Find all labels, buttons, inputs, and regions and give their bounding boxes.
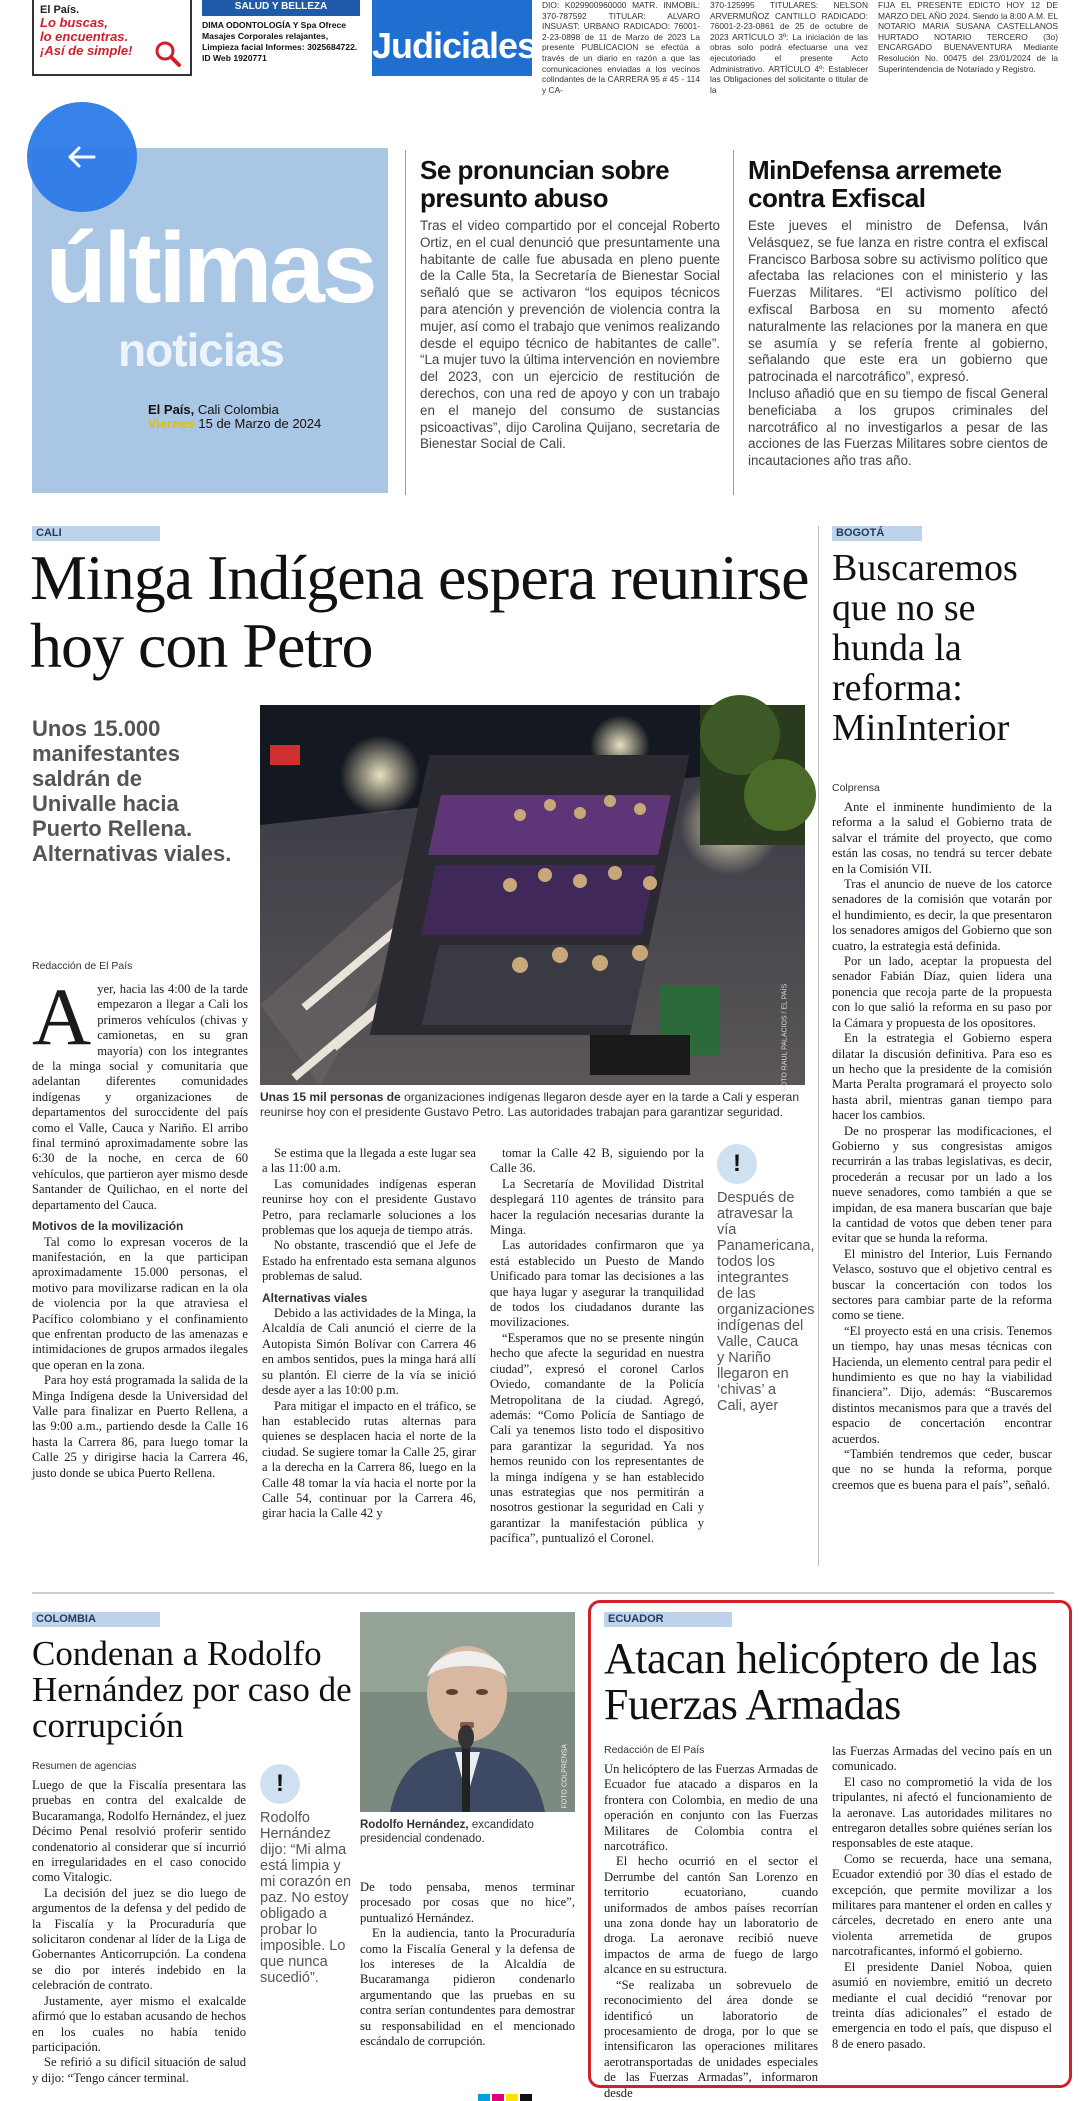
- ecuador-col-1: [604, 1762, 818, 2101]
- judiciales-banner: Judiciales: [372, 0, 532, 76]
- paper-name: El País,: [148, 402, 195, 417]
- brief-mindefensa-body-1: Este jueves el ministro de Defensa, Iván Velásquez, se fue lanza en ristre contra el exfiscal Francisco Barbosa sobre su activismo político que afectaba las relaciones con el ministerio y las Fuerzas Militares. “El activismo político del exfiscal Barbosa en su momento afectó naturalmente las relaciones por la manera en que se asumía y se refería frente al gobierno, señalando que este era un gobierno que patrocinada el narcotráfico”, expresó.: [748, 218, 1048, 385]
- legal-notice-3: FIJA EL PRESENTE EDICTO HOY 12 DE MARZO DEL AÑO 2024. Siendo la 8:00 A.M. EL NOTARIO MARIA SUSANA CASTELLANOS HURTADO NOTARIO TERCERO (3o) ENCARGADO BUENAVENTURA Mediante Resolución No. 00475 del 23/01/2024 de la Superintendencia de Notariado y Registro.: [878, 0, 1058, 74]
- minga-deck: Unos 15.000 manifestantes saldrán de Univalle hacia Puerto Rellena. Alternativas viales.: [32, 716, 232, 866]
- back-button[interactable]: [27, 102, 137, 212]
- section-tag-ecuador: ECUADOR: [604, 1612, 732, 1627]
- classified-ad-dima: [202, 0, 360, 76]
- ecuador-c2p1: las Fuerzas Armadas del vecino país en un comunicado.: [832, 1744, 1052, 1774]
- section-tag-cali: CALI: [32, 526, 160, 541]
- colombia-p1: Luego de que la Fiscalía presentara las pruebas en contra del exalcalde de Bucaramanga, Rodolfo Hernández, el juez Décimo Penal resolvió proferir sentido condenatorio al considerar que sí incurrió en irregularidades en el caso conocido como Vitalogic.: [32, 1778, 247, 1885]
- colombia-p2: La decisión del juez se dio luego de argumentos de la defensa y del pedido de la Fiscalía y la Procuraduría que solicitaron condenar al líder de la Liga de Gobernantes Anticorrupción. La condena se dio por interés indebido en la celebración de contrato.: [32, 1885, 246, 1993]
- colombia-c3p2: En la audiencia, tanto la Procuraduría como la Fiscalía General y la defensa de los intereses de la Alcaldía de Bucaramanga pidieron condenarlo argumentando que las pruebas en su contra serían contundentes para demostrar su responsabilidad en el mencionado escándalo de corrupción.: [360, 1926, 575, 2049]
- legal-notice-2: 370-125995 TITULARES: NELSON ARVERMUÑOZ CANTILLO RADICADO: 76001-2-23-0861 de 25 de octubre de 2023 ARTÍCULO 3º: La iniciación de las obras solo podrá efectuarse una vez ejecutoriado el presente Acto Administrativo. ARTÍCULO 4º: Establecer las Obligaciones del solicitante o titular de la: [710, 0, 868, 95]
- print-register-marks: [478, 2094, 532, 2101]
- colombia-col-3: [360, 1880, 575, 2049]
- hernandez-caption-bold: Rodolfo Hernández,: [360, 1819, 469, 1831]
- bogota-headline: Buscaremos que no se hunda la reforma: MinInterior: [832, 547, 1018, 749]
- bogota-p8: “También tendremos que ceder, buscar que no se hunda la reforma, porque creemos que es buena para el país”, señaló.: [832, 1447, 1052, 1492]
- minga-photo: [260, 705, 805, 1092]
- minga-c3p4: “Esperamos que no se presente ningún hecho que afecte la seguridad en nuestra ciudad”, expresó el coronel Carlos Oviedo, comandante de la Policía Metropolitana de la ciudad. Agregó, además: “Como Policía de Santiago de Cali ya tenemos listo todo el dispositivo para garantizar la seguridad. Ya nos hemos reunido con los representantes de la minga indígena y se han establecido unas estrategias que nos permitirán a nosotros gestionar la seguridad en Cali y garantizar la manifestación pública y pacífica”, puntualizó el Coronel.: [490, 1330, 704, 1546]
- minga-aside: Después de atravesar la vía Panamericana, todos los integrantes de las organizaciones indígenas del Valle, Cauca y Nariño llegaron en ‘chivas’ a Cali, ayer: [717, 1190, 815, 1414]
- ultimas-word: últimas: [45, 212, 375, 324]
- masthead-line: [148, 402, 279, 417]
- bogota-body: [832, 800, 1052, 1493]
- colombia-byline: Resumen de agencias: [32, 1760, 137, 1772]
- bogota-p1: Ante el inminente hundimiento de la reforma a la salud el Gobierno trata de salvar el trámite del proyecto, que como están las cosas, no tendrá su tercer debate en la Comisión VII.: [832, 800, 1052, 876]
- date-line: [148, 416, 321, 431]
- minga-headline: Minga Indígena espera reunirse hoy con Petro: [30, 542, 809, 681]
- brief-mindefensa-title: MinDefensa arremete contra Exfiscal: [748, 155, 1002, 213]
- minga-caption: [260, 1090, 805, 1120]
- ad-slogan-1: Lo buscas,: [40, 15, 108, 30]
- brief-mindefensa-body-2: Incluso añadió que en su tiempo de fiscal General beneficiaba a los grupos criminales del narcotráfico al no investigarlos a pesar de las acciones de las Fuerzas Militares sobre cientos de incautaciones año tras año.: [748, 385, 1048, 469]
- section-tag-bogota: BOGOTÁ: [832, 526, 922, 541]
- ad-slogan-3: ¡Así de simple!: [40, 43, 133, 58]
- ecuador-c2p3: Como se recuerda, hace una semana, Ecuador extendió por 30 días el estado de excepción, que permite movilizar a los militares para mantener el orden en calles y cárceles, decretado en enero ante una violenta arremetida de grupos narcotraficantes, informó el gobierno.: [832, 1851, 1052, 1959]
- minga-caption-rest: organizaciones indígenas llegaron desde ayer en la tarde a Cali y esperan reunirse hoy con el presidente Gustavo Petro. Las autoridades trabajan para garantizar seguridad.: [260, 1090, 799, 1119]
- ad-slogan-2: lo encuentras.: [40, 29, 129, 44]
- bogota-p5: De no prosperar las modificaciones, el Gobierno y sus congresistas amigos recurrirán a las trabas legislativas, es decir, procederán a recusar por un lado a los nueve senadores, como también a que se impidan, de esa manera buscarían que baje la cantidad de votos que deben tener para evitar que se hunda la reforma.: [832, 1123, 1052, 1246]
- ecuador-p1: Un helicóptero de las Fuerzas Armadas de Ecuador fue atacado a disparos en la frontera con Colombia, en medio de una operación en conjunto con las Fuerzas Militares de Colombia contra el narcotráfico.: [604, 1762, 818, 1854]
- hernandez-caption: [360, 1818, 575, 1846]
- colombia-p4: Se refirió a su difícil situación de salud y dijo: “Tengo cáncer terminal.: [32, 2055, 246, 2085]
- minga-c2p1: Se estima que la llegada a este lugar sea a las 11:00 a.m.: [262, 1146, 476, 1176]
- minga-photo-art: [260, 705, 805, 1085]
- colombia-p3: Justamente, ayer mismo el exalcalde afirmó que lo estaban acusando de hechos en los cuales no había tenido participación.: [32, 1993, 246, 2054]
- ecuador-p3: “Se realizaba un sobrevuelo de reconocimiento del área donde se identificó un laboratorio de procesamiento de droga, por lo que se intensificaron las operaciones militares aerotransportadas de unidades especiales de las Fuerzas Armadas”, informaron desde: [604, 1977, 818, 2100]
- back-arrow-icon: [67, 145, 97, 169]
- minga-c3p2: La Secretaría de Movilidad Distrital desplegará 110 agentes de tránsito para hacer la regulación necesarias durante la Minga.: [490, 1176, 704, 1238]
- minga-photo-credit: FOTO RAUL PALACIOS / EL PAÍS: [781, 983, 789, 1092]
- colombia-c3p1: De todo pensaba, menos terminar procesado por cosas que no hice”, puntualizó Hernández.: [360, 1880, 575, 1925]
- colombia-quote: Rodolfo Hernández dijo: “Mi alma está limpia y mi corazón en paz. No estoy obligado a probar lo imposible. Lo que nunca sucedió”.: [260, 1810, 352, 1986]
- hernandez-photo: [360, 1612, 575, 1812]
- legal-notice-1: DIO: K029900960000 MATR. INMOBIL: 370-787592 TITULAR: ALVARO INSUAST: URBANO RADICADO: 76001-2-23-0898 de 11 de Marzo de 2023 La presente PUBLICACION se efectúa a través de un diario en razón a que las comunicaciones enviadas a los vecinos colindantes de la CARRERA 95 # 45 - 114 y CA-: [542, 0, 700, 95]
- paper-city: Cali Colombia: [197, 402, 279, 417]
- alert-icon: !: [717, 1144, 757, 1184]
- bogota-p7: “El proyecto está en una crisis. Tenemos un tiempo, hay unas mesas técnicas con Hacienda, un elemento central para pedir el hundimiento es que no hay la viabilidad financiera”. Dijo, además: “Buscaremos distintos mecanismos para que a través del espacio de concertación encontrar acuerdos.: [832, 1323, 1052, 1446]
- classified-ad-elpais: [32, 0, 192, 76]
- hernandez-caption-rest: excandidato presidencial condenado.: [360, 1819, 534, 1845]
- bogota-byline: Colprensa: [832, 782, 880, 794]
- ecuador-col-2: [832, 1744, 1052, 2052]
- ecuador-c2p2: El caso no comprometió la vida de los tripulantes, ni afectó el funcionamiento de la aeronave. Las autoridades militares no entregaron detalles sobre quiénes serían los responsables de este ataque.: [832, 1774, 1052, 1851]
- hernandez-photo-art: [360, 1612, 575, 1812]
- brief-abuso: [420, 156, 720, 453]
- minga-c2p5: Para mitigar el impacto en el tráfico, se han establecido rutas alternas para quienes se desplacen hacia el norte de la ciudad. Se sugiere tomar la Calle 25, girar a la derecha en la Carrera 86, luego en la Calle 48 tomar la vía hacia el norte por la Calle 54, continuar por la Carrera 46, girar hacia la Calle 42 y: [262, 1398, 476, 1521]
- ecuador-p2: El hecho ocurrió en el sector el Derrumbe del cantón San Lorenzo en territorio ecuatoriano, cuando uniformados de ambos países recorrían una zona donde hay un laboratorio de droga. La aeronave recibió nueve impactos de arma de fuego de largo alcance en su estructura.: [604, 1854, 818, 1977]
- weekday: Viernes: [148, 416, 195, 431]
- minga-c2p2: Las comunidades indígenas esperan reunirse hoy con el presidente Gustavo Petro, para reclamarle soluciones a los problemas que los aqueja de tiempo atrás.: [262, 1176, 476, 1238]
- brief-mindefensa: [748, 156, 1048, 470]
- noticias-word: noticias: [118, 324, 284, 376]
- colombia-col-1: [32, 1778, 246, 2086]
- bogota-p4: En la estrategia el Gobierno espera dilatar la discusión definitiva. Para eso es un hecho que la presidente de la comisión Marta Peralta programará el proyecto solo hasta abril, mientras ganan tiempo para hacer los cambios.: [832, 1031, 1052, 1123]
- minga-sub-alternativas: Alternativas viales: [262, 1290, 368, 1305]
- date: 15 de Marzo de 2024: [198, 416, 322, 431]
- ecuador-headline: Atacan helicóptero de las Fuerzas Armadas: [604, 1634, 1038, 1729]
- minga-col-1: [32, 971, 248, 1481]
- ecuador-byline: Redacción de El País: [604, 1744, 705, 1756]
- minga-p3: Para hoy está programada la salida de la Minga Indígena desde la Universidad del Valle para finalizar en Puerto Rellena, a las 9:00 a.m., partiendo desde la Calle 16 hasta la Carrera 86, para luego tomar la Calle 25 y dirigirse hacia la Carrera 46, justo donde se ubica Puerto Rellena.: [32, 1373, 248, 1480]
- minga-lead: yer, hacia las 4:00 de la tarde empezaron a llegar a Cali los primeros vehículos (chivas y camionetas, en su gran mayoría) con los integrantes de la minga social y comunitaria que adelantan diferentes comunidades indígenas y organizaciones de departamentos del suroccidente del país como el Valle, Cauca y Nariño. El arribo final terminó aproximadamente sobre las 6:30 de la noche, en cerca de 60 vehículos, que partieron ayer mismo desde Santander de Quilichao, en el norte del departamento del Cauca.: [32, 982, 248, 1212]
- alert-icon: !: [260, 1764, 300, 1804]
- minga-byline: Redacción de El País: [32, 960, 133, 972]
- minga-caption-bold: Unas 15 mil personas de: [260, 1090, 401, 1104]
- hernandez-photo-credit: FOTO COLPRENSA: [561, 1744, 569, 1809]
- minga-col-2: [262, 1146, 476, 1522]
- ad-brand: El País.: [40, 4, 80, 16]
- minga-drop-cap: A: [32, 971, 92, 1062]
- ad-text: DIMA ODONTOLOGÍA Y Spa Ofrece Masajes Corporales relajantes, Limpieza facial Informes: 3025684722. ID Web 1920771: [202, 20, 358, 63]
- brief-abuso-title: Se pronuncian sobre presunto abuso: [420, 155, 670, 213]
- minga-c3p1: tomar la Calle 42 B, siguiendo por la Calle 36.: [490, 1146, 704, 1176]
- section-tag-colombia: COLOMBIA: [32, 1612, 160, 1627]
- ad-banner: SALUD Y BELLEZA: [202, 0, 360, 16]
- bogota-p3: Por un lado, aceptar la propuesta del senador Fabián Díaz, quien lidera una ponencia que recoja parte de la propuesta con lo que salió la reforma en su paso por la Cámara y propuesta de los opositores.: [832, 954, 1052, 1030]
- brief-abuso-body: Tras el video compartido por el concejal Roberto Ortiz, en el cual denunció que presuntamente una habitante de calle fue abusada en pleno puente de la Calle 5ta, la Secretaría de Bienestar Social señaló que se activaron “los equipos técnicos para atención y prevención de violencia contra la mujer, así como el trabajo que venimos realizando desde el equipo técnico de habitantes de calle”. “La mujer tuvo la última intervención en noviembre del 2023, con un ejercicio de restitución de derechos, con una red de apoyo y con un trabajo en el manejo del consumo de sustancias psicoactivas”, dijo Carolina Quijano, secretaria de Bienestar Social de Cali.: [420, 218, 720, 452]
- minga-c3p3: Las autoridades confirmaron que ya está establecido un Puesto de Mando Unificado para tomar las decisiones a las que haya lugar y asegurar la tranquilidad de todos los ciudadanos durante las movilizaciones.: [490, 1238, 704, 1330]
- minga-sub-motivos: Motivos de la movilización: [32, 1219, 184, 1234]
- minga-p2: Tal como lo expresan voceros de la manifestación, en la que participan aproximadamente 15.000 personas, el motivo para movilizarse radican en la ola de violencia por la que atraviesa el Pacífico colombiano y el confinamiento que enfrentan producto de las amenazas e intimidaciones de grupos armados ilegales que operan en la zona.: [32, 1234, 248, 1372]
- magnifier-icon: [154, 40, 182, 68]
- bogota-p6: El ministro del Interior, Luis Fernando Velasco, sostuvo que el objetivo central es buscar la concertación con todos los sectores para cambiar parte de la reforma como se tiene.: [832, 1246, 1052, 1323]
- colombia-headline: Condenan a Rodolfo Hernández por caso de corrupción: [32, 1634, 352, 1745]
- minga-col-3: [490, 1146, 704, 1547]
- minga-c2p4: Debido a las actividades de la Minga, la Alcaldía de Cali anunció el cierre de la Autopista Simón Bolívar con Carrera 46 en ambos sentidos, pues la minga hará allí su plantón. El cierre de la vía se inició desde ayer a las 10:00 p.m.: [262, 1306, 476, 1398]
- ecuador-c2p4: El presidente Daniel Noboa, quien asumió en noviembre, emitió un decreto mediante el cual decidió “renovar por treinta días adicionales” el estado de emergencia en todo el país, que dispuso el 8 de enero pasado.: [832, 1959, 1052, 2051]
- bogota-p2: Tras el anuncio de nueve de los catorce senadores de la comisión que votarán por el hundimiento, es decir, la que presentaron los senadores amigos del Gobierno que son cuatro, la estrategia está definida.: [832, 877, 1052, 953]
- minga-c2p3: No obstante, trascendió que el Jefe de Estado ha enfrentado esta semana algunos problemas de salud.: [262, 1238, 476, 1284]
